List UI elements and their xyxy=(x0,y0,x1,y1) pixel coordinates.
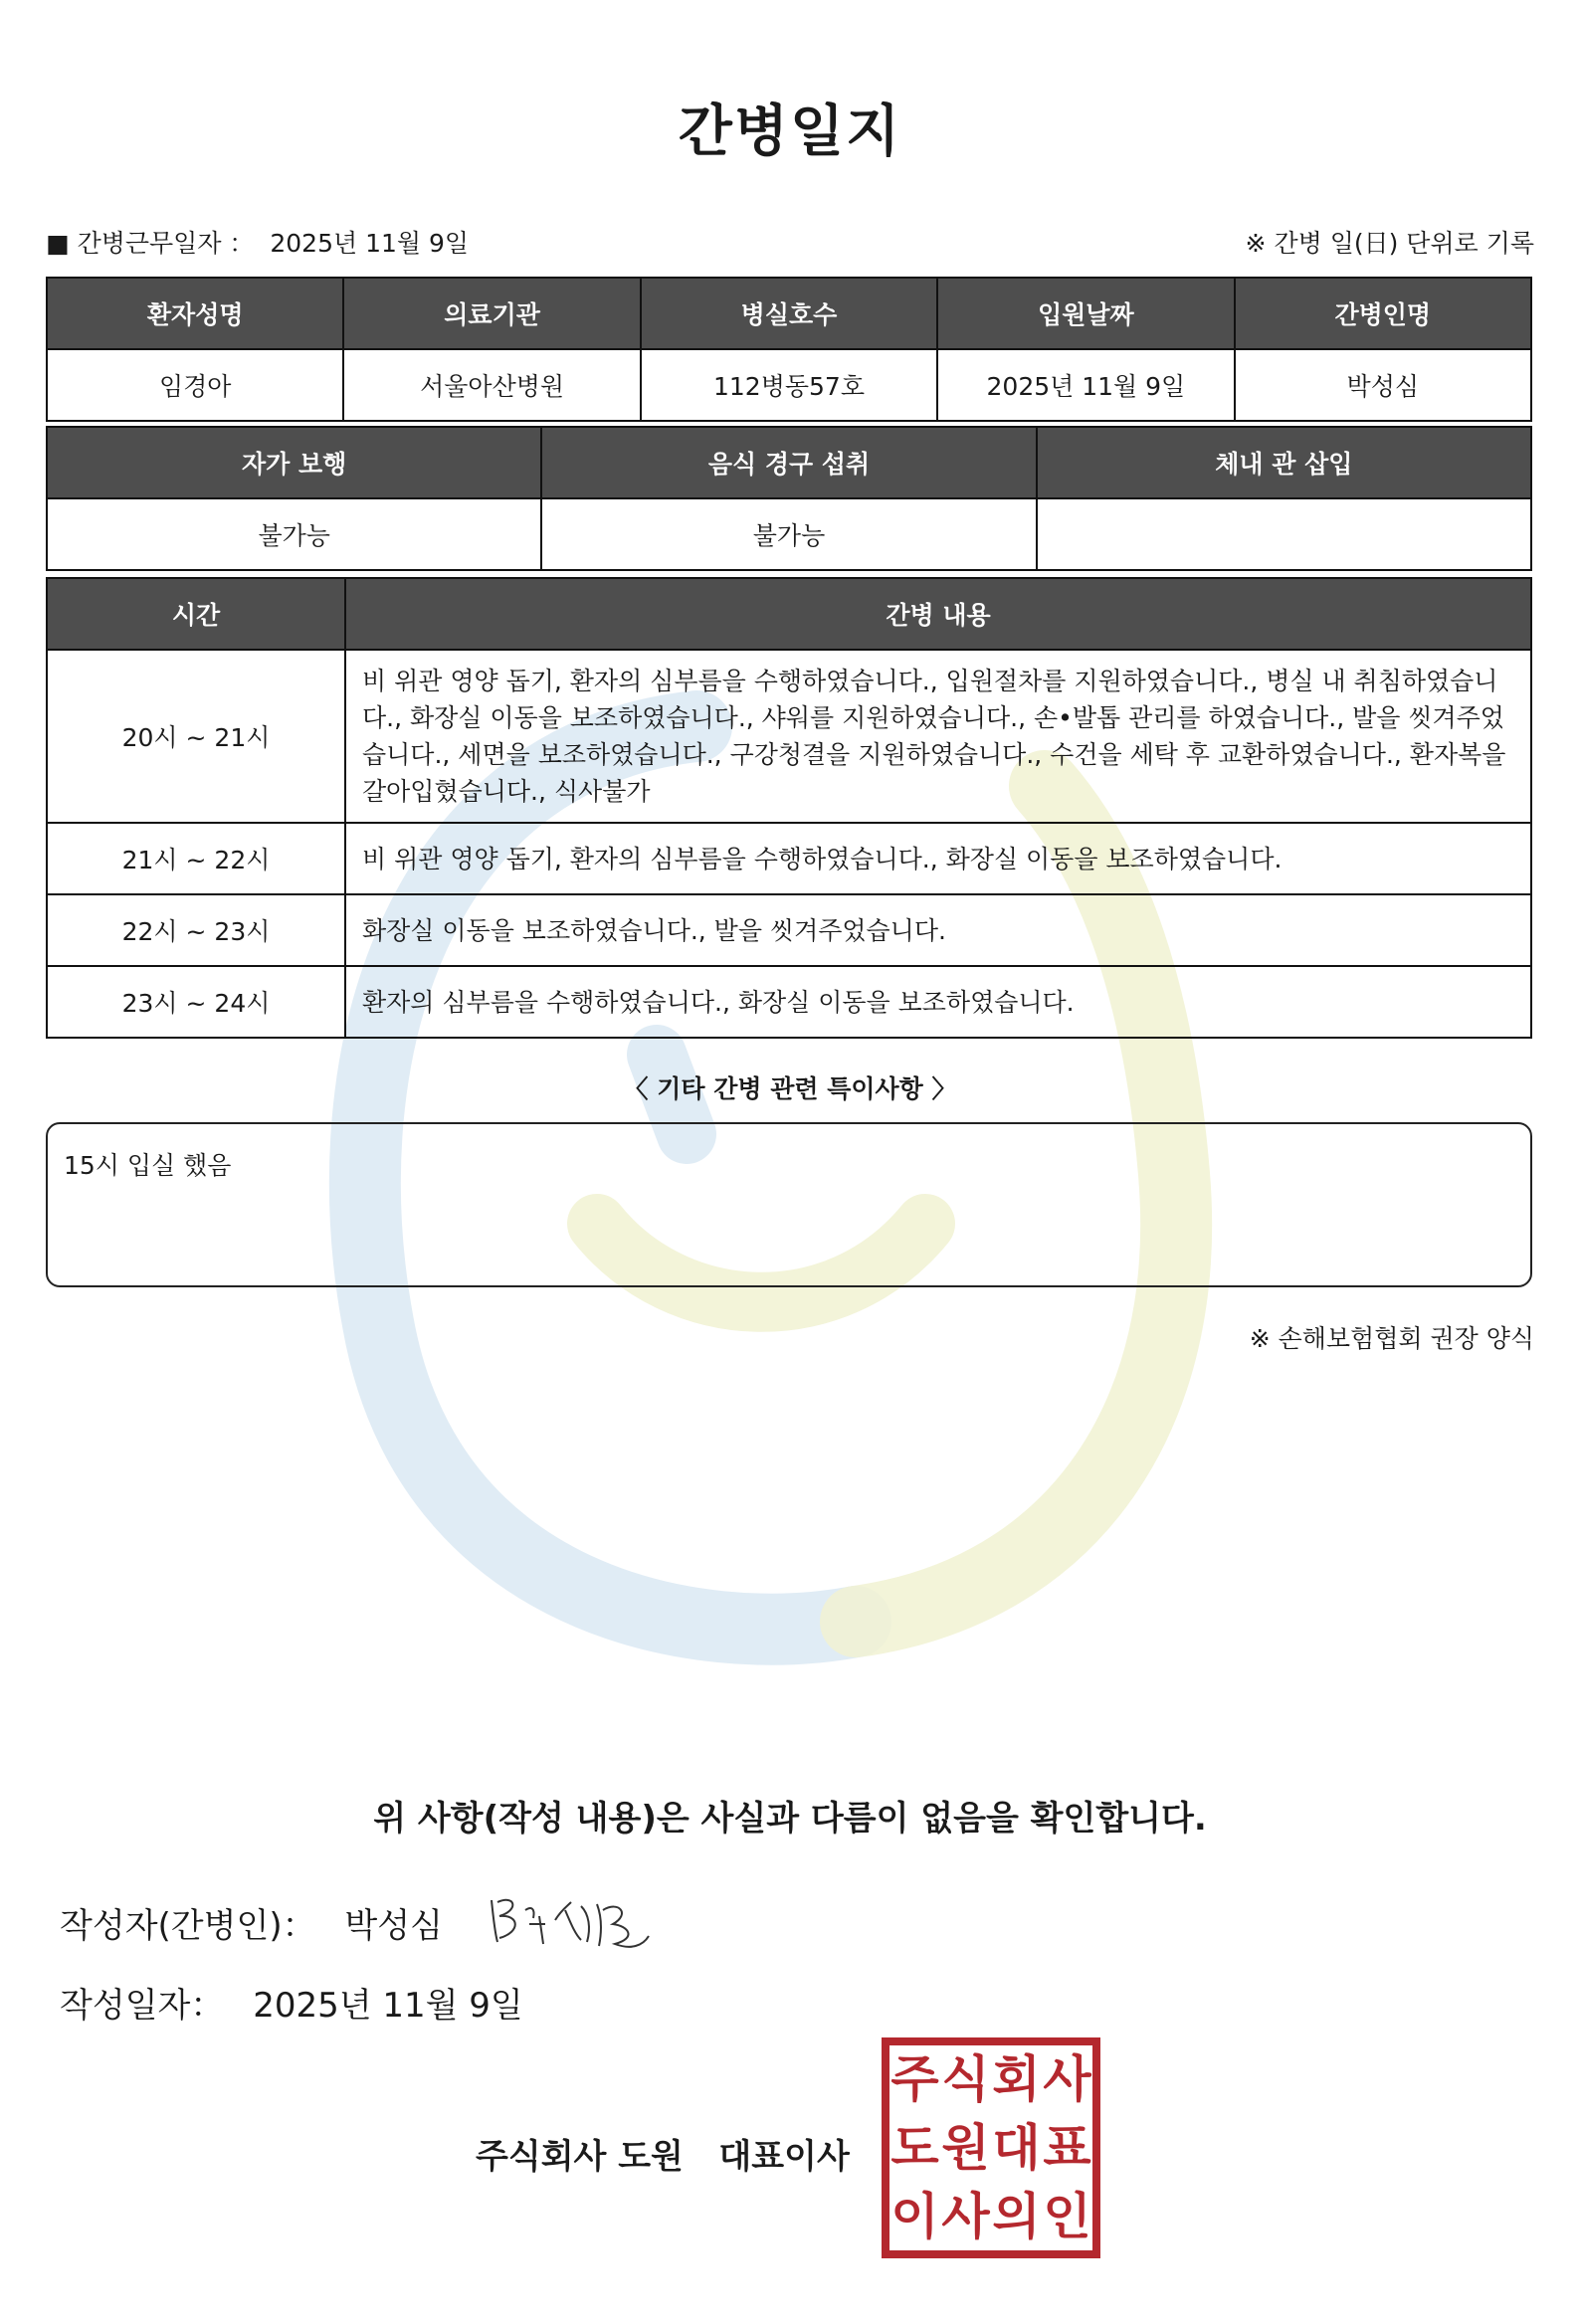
unit-note: ※ 간병 일(日) 단위로 기록 xyxy=(1245,229,1534,258)
content-cell: 비 위관 영양 돕기, 환자의 심부름을 수행하였습니다., 입원절차를 지원하였습니다., 병실 내 취침하였습니다., 화장실 이동을 보조하였습니다., 샤워를 지원하였습니다., 손•발톱 관리를 하였습니다., 발을 씻겨주었습니다., 세면을 보조하였습니다., 구강청결을 지원하였습니다., 수건을 세탁 후 교환하였습니다., 환자복을 갈아입혔습니다., 식사불가 xyxy=(345,650,1531,823)
seal-char: 사 xyxy=(941,2186,990,2245)
seal-char: 의 xyxy=(992,2186,1041,2245)
written-date-line xyxy=(60,1978,523,2027)
notes-box: 15시 입실 했음 xyxy=(46,1122,1532,1287)
table-row xyxy=(47,966,1531,1038)
seal-char: 회 xyxy=(992,2049,1041,2109)
hospital: 서울아산병원 xyxy=(343,349,640,421)
seal-char: 원 xyxy=(941,2117,990,2177)
header-care-content: 간병 내용 xyxy=(345,578,1531,650)
header-hospital: 의료기관 xyxy=(343,278,640,349)
header-room: 병실호수 xyxy=(641,278,937,349)
page-title: 간병일지 xyxy=(678,99,902,164)
work-date-value: 2025년 11월 9일 xyxy=(270,229,470,258)
time-cell: 22시 ~ 23시 xyxy=(47,894,345,966)
company-representative: 주식회사 도원 대표이사 xyxy=(476,2137,850,2177)
oral-intake: 불가능 xyxy=(541,498,1036,570)
room-number: 112병동57호 xyxy=(641,349,937,421)
self-walking: 불가능 xyxy=(47,498,541,570)
time-cell: 20시 ~ 21시 xyxy=(47,650,345,823)
content-cell: 환자의 심부름을 수행하였습니다., 화장실 이동을 보조하였습니다. xyxy=(345,966,1531,1038)
seal-char: 주 xyxy=(890,2049,939,2109)
company-seal xyxy=(882,2037,1100,2258)
written-date-label: 작성일자： xyxy=(60,1986,225,2026)
patient-table xyxy=(46,277,1532,422)
seal-char: 이 xyxy=(890,2186,939,2245)
header-admission-date: 입원날짜 xyxy=(937,278,1234,349)
content-cell: 화장실 이동을 보조하였습니다., 발을 씻겨주었습니다. xyxy=(345,894,1531,966)
seal-char: 사 xyxy=(1043,2049,1091,2109)
table-row xyxy=(47,650,1531,823)
notes-heading: 〈 기타 간병 관련 특이사항 〉 xyxy=(623,1074,957,1103)
admission-date: 2025년 11월 9일 xyxy=(937,349,1234,421)
work-date xyxy=(46,224,469,260)
table-row xyxy=(47,894,1531,966)
seal-char: 식 xyxy=(941,2049,990,2109)
writer-name: 박성심 xyxy=(344,1906,443,1946)
writer-label: 작성자(간병인)： xyxy=(60,1906,316,1946)
header-tube-insertion: 체내 관 삽입 xyxy=(1037,427,1531,498)
header-time: 시간 xyxy=(47,578,345,650)
care-table xyxy=(46,577,1532,1039)
time-cell: 21시 ~ 22시 xyxy=(47,823,345,894)
seal-char: 표 xyxy=(1043,2117,1091,2177)
seal-char: 인 xyxy=(1043,2186,1091,2245)
header-patient-name: 환자성명 xyxy=(47,278,343,349)
seal-char: 대 xyxy=(992,2117,1041,2177)
header-self-walking: 자가 보행 xyxy=(47,427,541,498)
work-date-label: ■ 간병근무일자 ： xyxy=(46,229,255,258)
seal-char: 도 xyxy=(890,2117,939,2177)
written-date-value: 2025년 11월 9일 xyxy=(253,1986,523,2026)
writer-line xyxy=(60,1898,443,1947)
signature xyxy=(486,1880,655,1960)
status-table xyxy=(46,426,1532,571)
tube-insertion xyxy=(1037,498,1531,570)
header-caregiver: 간병인명 xyxy=(1235,278,1531,349)
caregiver-name: 박성심 xyxy=(1235,349,1531,421)
content-cell: 비 위관 영양 돕기, 환자의 심부름을 수행하였습니다., 화장실 이동을 보조하였습니다. xyxy=(345,823,1531,894)
table-row xyxy=(47,823,1531,894)
recommendation-note: ※ 손해보험협회 권장 양식 xyxy=(1249,1324,1534,1353)
confirmation-statement: 위 사항(작성 내용)은 사실과 다름이 없음을 확인합니다. xyxy=(373,1799,1207,1839)
header-oral-intake: 음식 경구 섭취 xyxy=(541,427,1036,498)
patient-name: 임경아 xyxy=(47,349,343,421)
time-cell: 23시 ~ 24시 xyxy=(47,966,345,1038)
